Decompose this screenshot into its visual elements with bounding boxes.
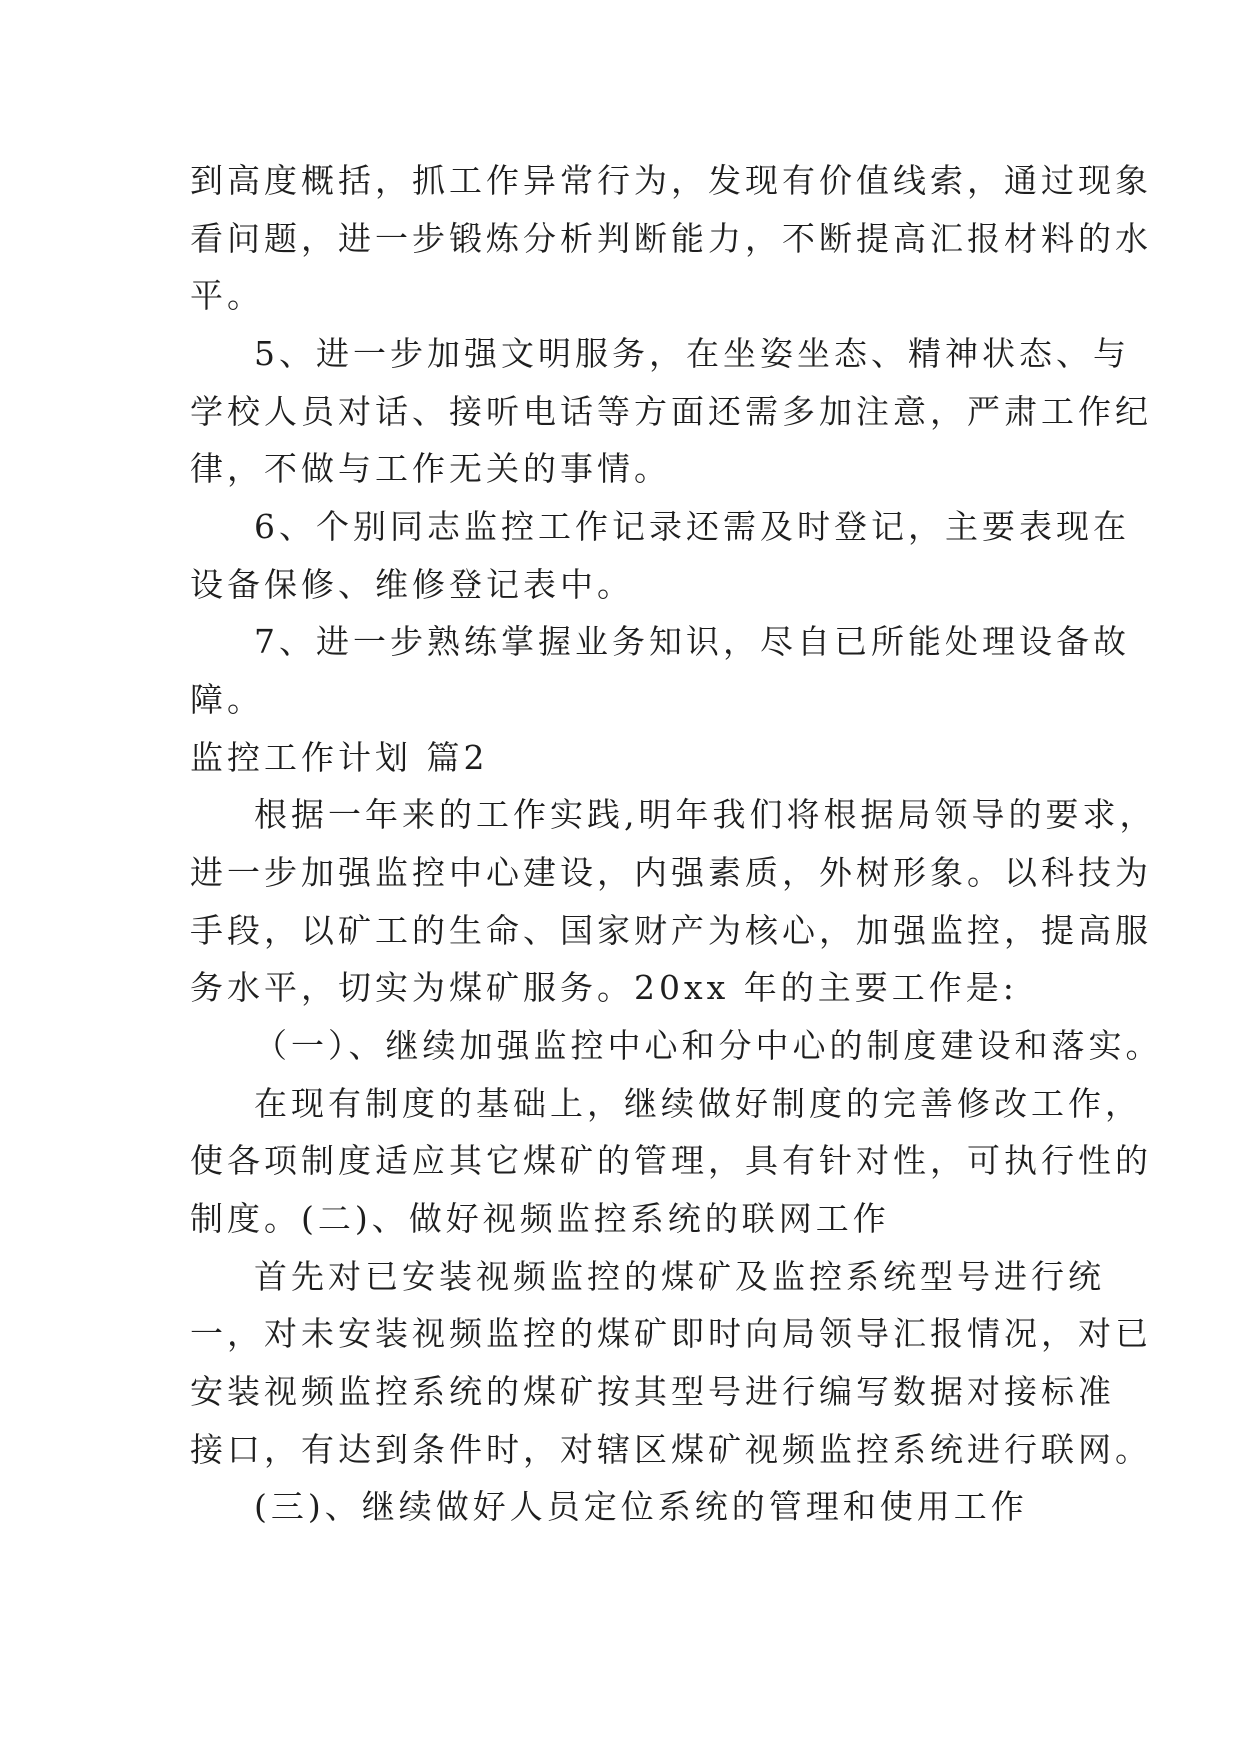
text-line: 平。 bbox=[190, 276, 264, 315]
text-line: 看问题，进一步锻炼分析判断能力，不断提高汇报材料的水 bbox=[190, 219, 1152, 258]
text-line: 律，不做与工作无关的事情。 bbox=[190, 449, 671, 488]
text-line: 障。 bbox=[190, 680, 264, 719]
text-line: 在现有制度的基础上，继续做好制度的完善修改工作， bbox=[254, 1084, 1142, 1123]
text-line: 手段，以矿工的生命、国家财产为核心，加强监控，提高服 bbox=[190, 911, 1152, 950]
text-line: 进一步加强监控中心建设，内强素质，外树形象。以科技为 bbox=[190, 853, 1152, 892]
text-line: (三)、继续做好人员定位系统的管理和使用工作 bbox=[254, 1487, 1028, 1526]
text-line: 制度。(二)、做好视频监控系统的联网工作 bbox=[190, 1199, 890, 1238]
text-line: 使各项制度适应其它煤矿的管理，具有针对性，可执行性的 bbox=[190, 1141, 1152, 1180]
text-line: 根据一年来的工作实践,明年我们将根据局领导的要求， bbox=[254, 795, 1157, 834]
text-line: 7、进一步熟练掌握业务知识，尽自已所能处理设备故 bbox=[254, 622, 1130, 661]
section-title: 监控工作计划 篇2 bbox=[190, 738, 489, 777]
text-line: 学校人员对话、接听电话等方面还需多加注意，严肃工作纪 bbox=[190, 392, 1152, 431]
text-line: 一，对未安装视频监控的煤矿即时向局领导汇报情况，对已 bbox=[190, 1314, 1152, 1353]
text-line: 首先对已安装视频监控的煤矿及监控系统型号进行统 bbox=[254, 1257, 1105, 1296]
text-line: 5、进一步加强文明服务，在坐姿坐态、精神状态、与 bbox=[254, 334, 1130, 373]
text-line: 设备保修、维修登记表中。 bbox=[190, 565, 634, 604]
text-line: 6、个别同志监控工作记录还需及时登记，主要表现在 bbox=[254, 507, 1130, 546]
text-line: 到高度概括，抓工作异常行为，发现有价值线索，通过现象 bbox=[190, 161, 1152, 200]
text-line: 接口，有达到条件时，对辖区煤矿视频监控系统进行联网。 bbox=[190, 1430, 1152, 1469]
text-line: 务水平，切实为煤矿服务。20xx 年的主要工作是: bbox=[190, 968, 1018, 1007]
text-line: 安装视频监控系统的煤矿按其型号进行编写数据对接标准 bbox=[190, 1372, 1115, 1411]
text-line: （一）、继续加强监控中心和分中心的制度建设和落实。 bbox=[254, 1026, 1163, 1065]
